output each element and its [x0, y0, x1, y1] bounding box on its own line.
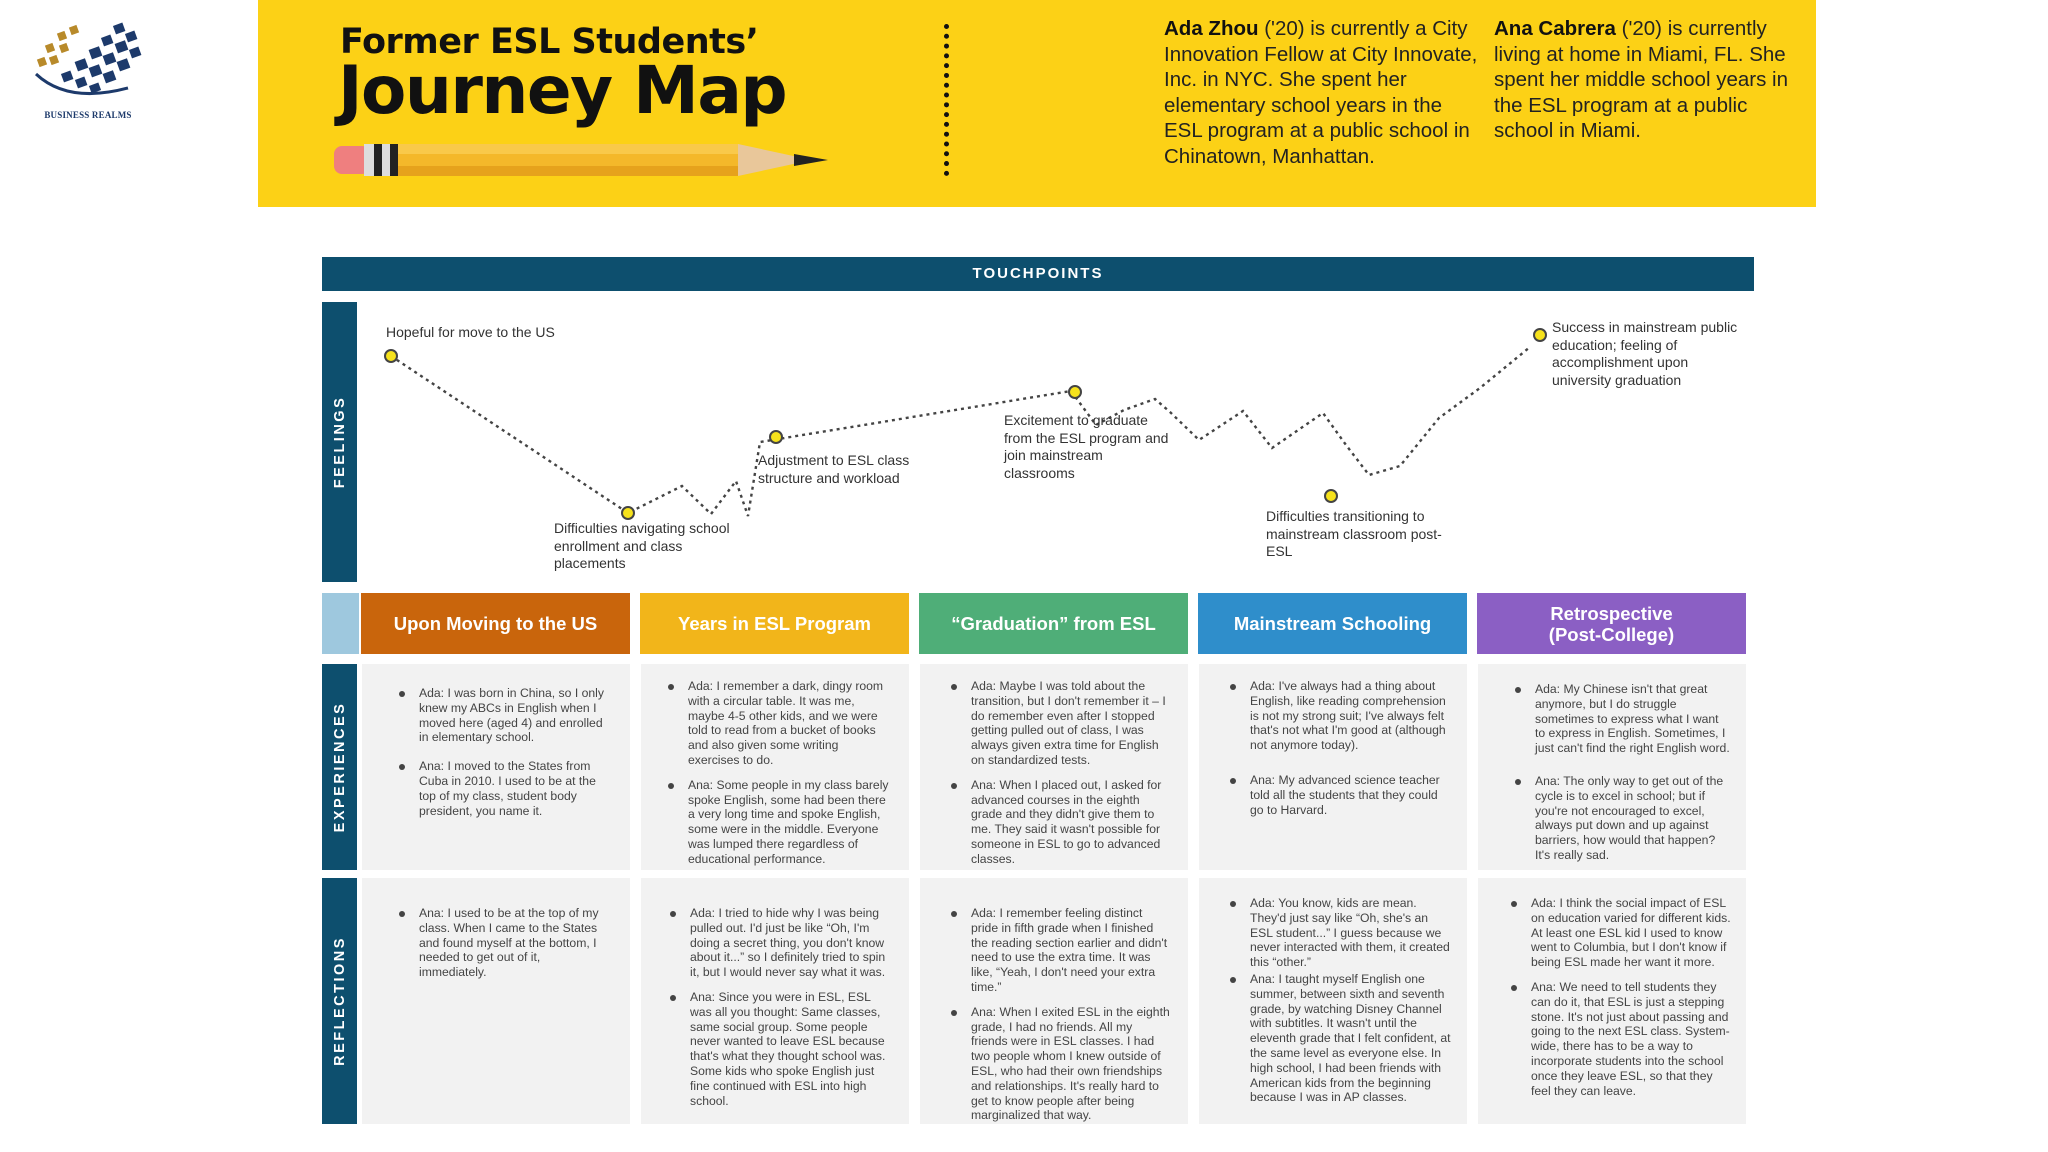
experience-quote: Ada: My Chinese isn't that great anymore, but I do struggle sometimes to express what I want to express in English. Sometimes, I just can't find the right English word.	[1535, 682, 1732, 756]
feelings-line	[391, 347, 1530, 516]
experience-quote: Ana: The only way to get out of the cycle is to excel in school; but if you're not encouraged to excel, always put down and up against barriers, how would that happen? It's really sad.	[1535, 774, 1732, 863]
stage-header-moving: Upon Moving to the US	[361, 593, 630, 654]
bio-ana-year: ('20)	[1615, 17, 1662, 40]
feeling-label-1: Hopeful for move to the US	[386, 324, 555, 340]
bio-ada-name: Ada Zhou	[1164, 17, 1259, 40]
feeling-marker-4	[1069, 386, 1081, 398]
business-realms-logo	[28, 18, 148, 128]
feeling-marker-5	[1325, 490, 1337, 502]
touchpoints-bar: TOUCHPOINTS	[322, 257, 1754, 291]
reflection-cell-1	[362, 878, 630, 1124]
row-label-experiences	[322, 664, 357, 870]
feeling-label-5: Difficulties transitioning to mainstream classroom post-ESL	[1266, 508, 1442, 559]
bio-ada-year: ('20)	[1258, 17, 1305, 40]
row-label-reflections-text: REFLECTIONS	[331, 936, 348, 1066]
stage-header-retrospective: Retrospective (Post-College)	[1477, 593, 1746, 654]
bio-ana-text: is currently living at home in Miami, FL. She spent her middle school years in the ESL program at a public school in Miami.	[1494, 17, 1788, 142]
stage-header-esl-program: Years in ESL Program	[640, 593, 909, 654]
reflection-quote: Ana: When I exited ESL in the eighth grade, I had no friends. All my friends were in ESL classes. I had two people whom I knew outside of ESL, who had their own friendships and relationships. It's really hard to get to know people after being marginalized that way.	[971, 1005, 1172, 1123]
row-label-feelings	[322, 302, 357, 582]
title-line1: Former ESL Students’	[340, 22, 759, 62]
reflection-quote: Ada: I think the social impact of ESL on education varied for different kids. At least one ESL kid I used to know went to Columbia, but I don't know if being ESL made her want it more.	[1531, 896, 1731, 970]
reflection-cell-3	[920, 878, 1188, 1124]
reflection-quote: Ada: You know, kids are mean. They'd just say like “Oh, she's an ESL student...” I guess because we never interacted with them, it created this “other.”	[1250, 896, 1450, 970]
pencil-icon	[334, 142, 834, 178]
experience-quote: Ada: I've always had a thing about English, like reading comprehension is not my strong suit; I've always felt that's not what I'm good at (although not anymore today).	[1250, 679, 1451, 753]
feeling-label-3: Adjustment to ESL class structure and workload	[758, 452, 910, 486]
reflection-cell-4	[1199, 878, 1467, 1124]
experience-quote: Ada: I was born in China, so I only knew my ABCs in English when I moved here (aged 4) and enrolled in elementary school.	[419, 686, 610, 745]
feeling-label-4: Excitement to graduate from the ESL program and join mainstream classrooms	[1004, 412, 1169, 481]
logo-text: BUSINESS REALMS	[44, 110, 132, 120]
feeling-marker-2	[622, 507, 634, 519]
stage-header-spacer	[322, 593, 359, 654]
experience-quote: Ana: I moved to the States from Cuba in 2010. I used to be at the top of my class, student body president, you name it.	[419, 759, 610, 818]
page-title: Journey Map	[338, 52, 787, 129]
reflection-quote: Ana: I used to be at the top of my class. When I came to the States and found myself at the bottom, I needed to get out of it, immediately.	[419, 906, 610, 980]
header-banner	[258, 0, 1816, 207]
globe-logo-icon	[28, 18, 148, 108]
experience-quote: Ana: My advanced science teacher told all the students that they could go to Harvard.	[1250, 773, 1451, 817]
reflection-cell-5	[1478, 878, 1746, 1124]
reflection-cell-2	[641, 878, 909, 1124]
banner-divider	[944, 24, 950, 176]
bio-ana	[1494, 16, 1812, 144]
experience-quote: Ana: When I placed out, I asked for advanced courses in the eighth grade and they didn't give them to me. They said it wasn't possible for someone in ESL to go to advanced classes.	[971, 778, 1172, 867]
bio-ada	[1164, 16, 1482, 169]
experience-cell-4	[1199, 664, 1467, 870]
feeling-marker-6	[1534, 329, 1546, 341]
bio-ana-name: Ana Cabrera	[1494, 17, 1616, 40]
feeling-label-6: Success in mainstream public education; feeling of accomplishment upon university graduation	[1552, 319, 1738, 388]
row-label-experiences-text: EXPERIENCES	[331, 701, 348, 833]
feeling-label-2: Difficulties navigating school enrollment and class placements	[554, 520, 730, 571]
reflection-quote: Ana: I taught myself English one summer, between sixth and seventh grade, by watching Disney Channel with subtitles. It wasn't until the eleventh grade that I felt confident, at the same level as everyone else. In high school, I had been friends with American kids from the beginning because I was in AP classes.	[1250, 971, 1451, 1105]
reflection-quote: Ada: I tried to hide why I was being pulled out. I'd just be like “Oh, I'm doing a secret thing, you don't know about it...” so I definitely tried to spin it, but I would never say what it was.	[690, 906, 893, 980]
reflection-quote: Ada: I remember feeling distinct pride in fifth grade when I finished the reading section earlier and didn't need to use the extra time. It was like, “Yeah, I don't need your extra time.”	[971, 906, 1172, 995]
experience-cell-1	[362, 664, 630, 870]
experience-cell-2	[641, 664, 909, 870]
experience-quote: Ana: Some people in my class barely spoke English, some had been there a very long time and spoke English, some were in the middle. Everyone was lumped there regardless of educational performance.	[688, 778, 893, 867]
experience-quote: Ada: Maybe I was told about the transition, but I don't remember it – I do remember even after I stopped getting pulled out of class, I was always given extra time for English on standardized tests.	[971, 679, 1172, 768]
experience-quote: Ada: I remember a dark, dingy room with a circular table. It was me, maybe 4-5 other kids, and we were told to read from a bucket of books and also given some writing exercises to do.	[688, 679, 893, 768]
stage-header-mainstream: Mainstream Schooling	[1198, 593, 1467, 654]
experience-cell-5	[1478, 664, 1746, 870]
row-label-reflections	[322, 878, 357, 1124]
reflection-quote: Ana: Since you were in ESL, ESL was all you thought: Same classes, same social group. Some people never wanted to leave ESL because that's what they thought school was. Some kids who spoke English just fine continued with ESL into high school.	[690, 990, 893, 1108]
feeling-marker-1	[385, 350, 397, 362]
experience-cell-3	[920, 664, 1188, 870]
row-label-feelings-text: FEELINGS	[331, 395, 348, 489]
bio-ada-text: is currently a City Innovation Fellow at City Innovate, Inc. in NYC. She spent her elementary school years in the ESL program at a public school in Chinatown, Manhattan.	[1164, 17, 1478, 168]
stage-header-graduation: “Graduation” from ESL	[919, 593, 1188, 654]
reflection-quote: Ana: We need to tell students they can do it, that ESL is just a stepping stone. It's not just about passing and going to the next ESL class. System-wide, there has to be a way to incorporate students into the school once they leave ESL, so that they feel they can leave.	[1531, 980, 1732, 1098]
feeling-marker-3	[770, 431, 782, 443]
